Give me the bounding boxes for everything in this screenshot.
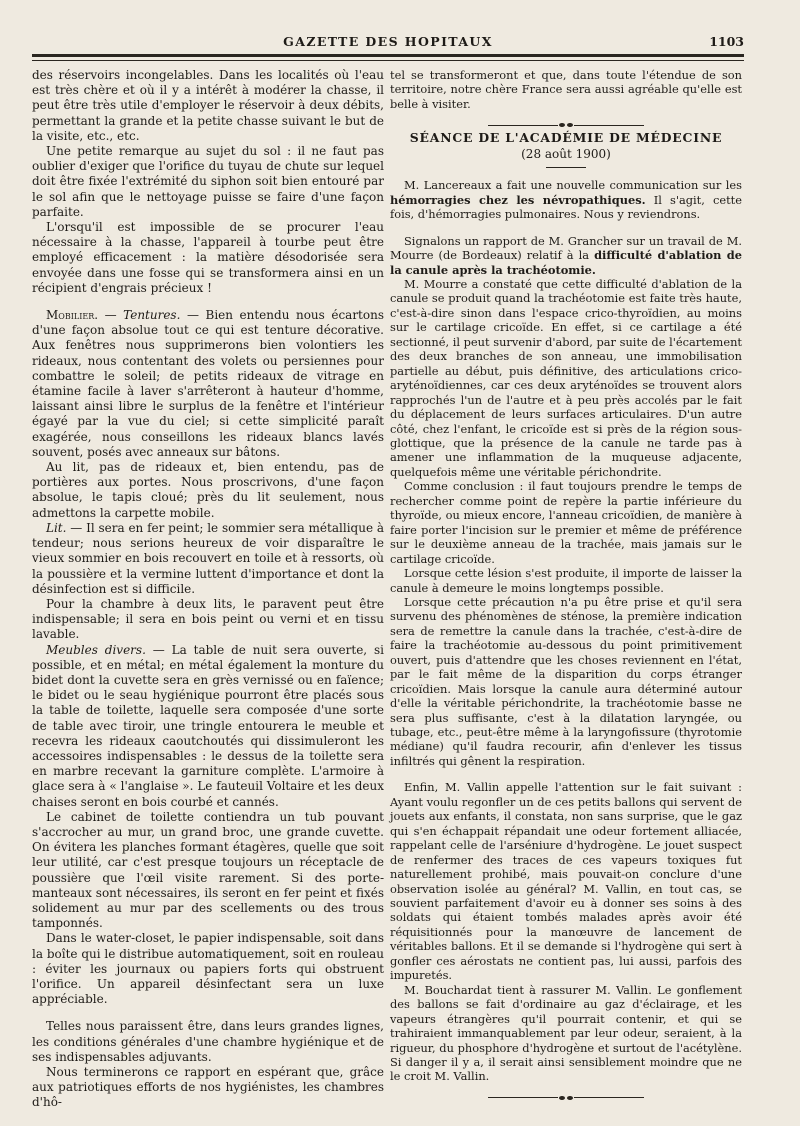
paragraph: M. Bouchardat tient à rassurer M. Vallin. Le gonflement des ballons se fait d'ordinaire au gaz d'éclairage, et les vapeurs étrangères qu'il pourrait contenir, et qui se trahiraient immanquablement par leur odeur, seraient, à la rigueur, du phosphore d'hydrogène et surtout de l'acétylène. Si danger il y a, il serait ainsi sensiblement moindre que ne le croit M. Vallin. — [390, 982, 742, 1084]
paragraph-text: — Il sera en fer peint; le sommier sera métallique à tendeur; nous serions heureux de voir disparaître le vieux sommier en bois recouvert en toile et à ressorts, où la poussière et la vermine luttent d'importance et dont la désinfection est si difficile. — [32, 520, 385, 596]
paragraph: Pour la chambre à deux lits, le paravent peut être indispensable; il sera en bois peint ou verni et en tissu lavable. — [32, 596, 384, 642]
paragraph: Au lit, pas de rideaux et, bien entendu, pas de portières aux portes. Nous proscrivons, d'une façon absolue, le tapis cloué; près du lit seulement, nous admettons la carpette mobile. — [32, 460, 384, 520]
bold-topic: hémorragies chez les névropathiques. — [390, 192, 646, 207]
paragraph: L'orsqu'il est impossible de se procurer l'eau nécessaire à la chasse, l'appareil à tourbe peut être employé efficacement : la matière désodorisée sera envoyée dans une fosse qui se transformera ainsi en un récipient d'engrais précieux ! — [32, 220, 384, 295]
right-column — [390, 68, 742, 1104]
paragraph: Enfin, M. Vallin appelle l'attention sur le fait suivant : Ayant voulu regonfler un de ces petits ballons qui servent de jouets aux enfants, il constata, non sans surprise, que le gaz qui s'en échappait répandait une odeur fortement alliacée, rappelant celle de l'arséniure d'hydrogène. Le jouet suspect de renfermer des traces de ces vapeurs toxiques fut naturellement prohibé, mais pouvait-on conclure d'une observation isolée au général? M. Vallin, en tout cas, se souvient parfaitement d'avoir eu à donner ses soins à des soldats qui étaient tombés malades après avoir été réquisitionnés pour la manœuvre de lancement de véritables ballons. Et il se demande si l'hydrogène qui sert à gonfler ces aérostats ne contient pas, lui aussi, parfois des impuretés. — [390, 780, 742, 983]
paragraph-text: Signalons un rapport de M. Grancher sur un travail de M. Mourre (de Bordeaux) relatif à la — [390, 233, 742, 263]
header-rule-thin — [32, 60, 744, 61]
paragraph: tel se transformeront et que, dans toute l'étendue de son territoire, notre chère France sera aussi agréable qu'elle est belle à visiter. — [390, 68, 742, 111]
section-date: (28 août 1900) — [521, 146, 611, 161]
ornament-divider-end — [390, 1090, 742, 1098]
paragraph: Telles nous paraissent être, dans leurs grandes lignes, les conditions générales d'une chambre hygiénique et de ses indispensables adjuvants. — [32, 1019, 384, 1064]
lit-heading: Lit. — [46, 520, 67, 535]
page-number: 1103 — [709, 34, 744, 49]
paragraph-lancereaux — [390, 178, 742, 221]
paragraph-text: — Bien entendu nous écartons d'une façon absolue tout ce qui est tenture décorative. Aux fenêtres nous supprimerons bien volontiers les rideaux, nous contentant des volets ou persiennes pour combattre le soleil; de petits rideaux de vitrage en étamine facile à laver s'arrêteront à hauteur d'homme, laissant ainsi libre le surplus de la fenêtre et l'intérieur égayé par la vue du ciel; si cette simplicité paraît exagérée, nous conseillons les rideaux blancs lavés souvent, posés avec anneaux sur bâtons. — [32, 308, 384, 459]
paragraph: Dans le water-closet, le papier indispensable, soit dans la boîte qui le distribue automatiquement, soit en rouleau : éviter les journaux ou papiers forts qui obstruent l'orifice. Un appareil désinfectant sera un luxe appréciable. — [32, 931, 384, 1007]
paragraph-text: — La table de nuit sera ouverte, si possible, et en métal; en métal également la monture du bidet dont la cuvette sera en grès vernissé ou en faïence; le bidet ou le seau hygiénique pourront être placés sous la table de toilette, laquelle sera composée d'une sorte de table avec tiroir, une tringle entourera le meuble et recevra les rideaux caoutchoutés qui dissimuleront les accessoires indispensables : le dessus de la toilette sera en marbre recevant la garniture complète. L'armoire à glace sera à « l'anglaise ». Le fauteuil Voltaire et les deux chaises seront en bois courbé et cannés. — [32, 642, 384, 809]
paragraph: Une petite remarque au sujet du sol : il ne faut pas oublier d'exiger que l'orifice du tuyau de chute sur lequel doit être fixée l'extrémité du siphon soit bien entouré par le sol afin que le nettoyage puisse se faire d'une façon parfaite. — [32, 144, 384, 219]
left-column — [32, 68, 384, 1111]
paragraph-text: M. Lancereaux a fait une nouvelle communication sur les — [404, 178, 742, 193]
mobilier-heading: Mobilier. — [46, 308, 99, 323]
paragraph: Nous terminerons ce rapport en espérant que, grâce aux patriotiques efforts de nos hygiénistes, les chambres d'hô- — [32, 1065, 384, 1110]
page-header — [32, 30, 744, 52]
ornament-divider — [390, 117, 742, 125]
meubles-heading: Meubles divers. — [46, 642, 146, 657]
paragraph-lit — [32, 521, 384, 597]
bold-topic: difficulté d'ablation de la canule après la trachéotomie. — [390, 248, 742, 277]
paragraph: Lorsque cette précaution n'a pu être prise et qu'il sera survenu des phénomènes de sténose, la première indication sera de remettre la canule dans la trachée, c'est-à-dire de faire la trachéotomie au-dessous du point primitivement ouvert, puis d'attendre que les choses reviennent en l'état, par le fait même de la disparition du corps étranger cricoïdien. Mais lorsque la canule aura déterminé autour d'elle la véritable périchondrite, la trachéotomie basse ne sera plus suffisante, c'est à la dilatation laryngée, ou tubage, etc., peut-être même à la laryngofissure (thyrotomie médiane) qu'il faudra recourir, afin d'enlever les tissus infiltrés qui gênent la respiration. — [390, 594, 742, 768]
dash: — — [98, 308, 124, 323]
header-rule-thick — [32, 54, 744, 57]
paragraph: Lorsque cette lésion s'est produite, il importe de laisser la canule à demeure le moins longtemps possible. — [390, 566, 742, 595]
section-title: SÉANCE DE L'ACADÉMIE DE MÉDECINE — [409, 130, 723, 146]
paragraph-mobilier — [32, 308, 384, 460]
journal-title: GAZETTE DES HOPITAUX — [283, 34, 493, 49]
paragraph: Le cabinet de toilette contiendra un tub pouvant s'accrocher au mur, un grand broc, une grande cuvette. On évitera les planches formant étagères, quelle que soit leur utilité, car c'est presque toujours un réceptacle de poussière que l'œil visite rarement. Si des porte-manteaux sont nécessaires, ils seront en fer peint et fixés solidement au mur par des scellements ou des trous tamponnés. — [32, 809, 384, 931]
paragraph-grancher — [390, 234, 742, 277]
paragraph: des réservoirs incongelables. Dans les localités où l'eau est très chère et où il y a intérêt à modérer la chasse, il peut être très utile d'employer le réservoir à deux débits, permettant la grande et la petite chasse suivant le but de la visite, etc., etc. — [32, 68, 384, 143]
paragraph: M. Mourre a constaté que cette difficulté d'ablation de la canule se produit quand la trachéotomie est faite très haute, c'est-à-dire sinon dans l'espace crico-thyroïdien, au moins sur le cartilage cricoïde. En effet, si ce cartilage a été sectionné, il peut survenir d'abord, par suite de l'écartement des deux branches de son anneau, une immobilisation partielle au début, puis définitive, des articulations crico-aryténoïdiennes, car ces deux aryténoïdes se trouvent alors rapprochés l'un de l'autre et à peu près accolés par le fait du déplacement de leurs surfaces articulaires. D'un autre côté, chez l'enfant, le cricoïde est si près de la région sous-glottique, que la présence de la canule ne tarde pas à amener une inflammation de la muqueuse adjacente, quelquefois même une véritable périchondrite. — [390, 276, 742, 479]
paragraph-text: Il s'agit, cette fois, d'hémorragies pulmonaires. Nous y reviendrons. — [390, 192, 742, 222]
paragraph: Comme conclusion : il faut toujours prendre le temps de rechercher comme point de repère la partie inférieure du thyroïde, ou mieux encore, l'anneau cricoïdien, de manière à faire porter l'incision sur le premier et même de préférence sur le deuxième anneau de la trachée, mais jamais sur le cartilage cricoïde. — [390, 479, 742, 566]
short-divider — [546, 167, 586, 168]
paragraph-meubles — [32, 643, 384, 810]
tentures-heading: Tentures. — [123, 308, 181, 323]
